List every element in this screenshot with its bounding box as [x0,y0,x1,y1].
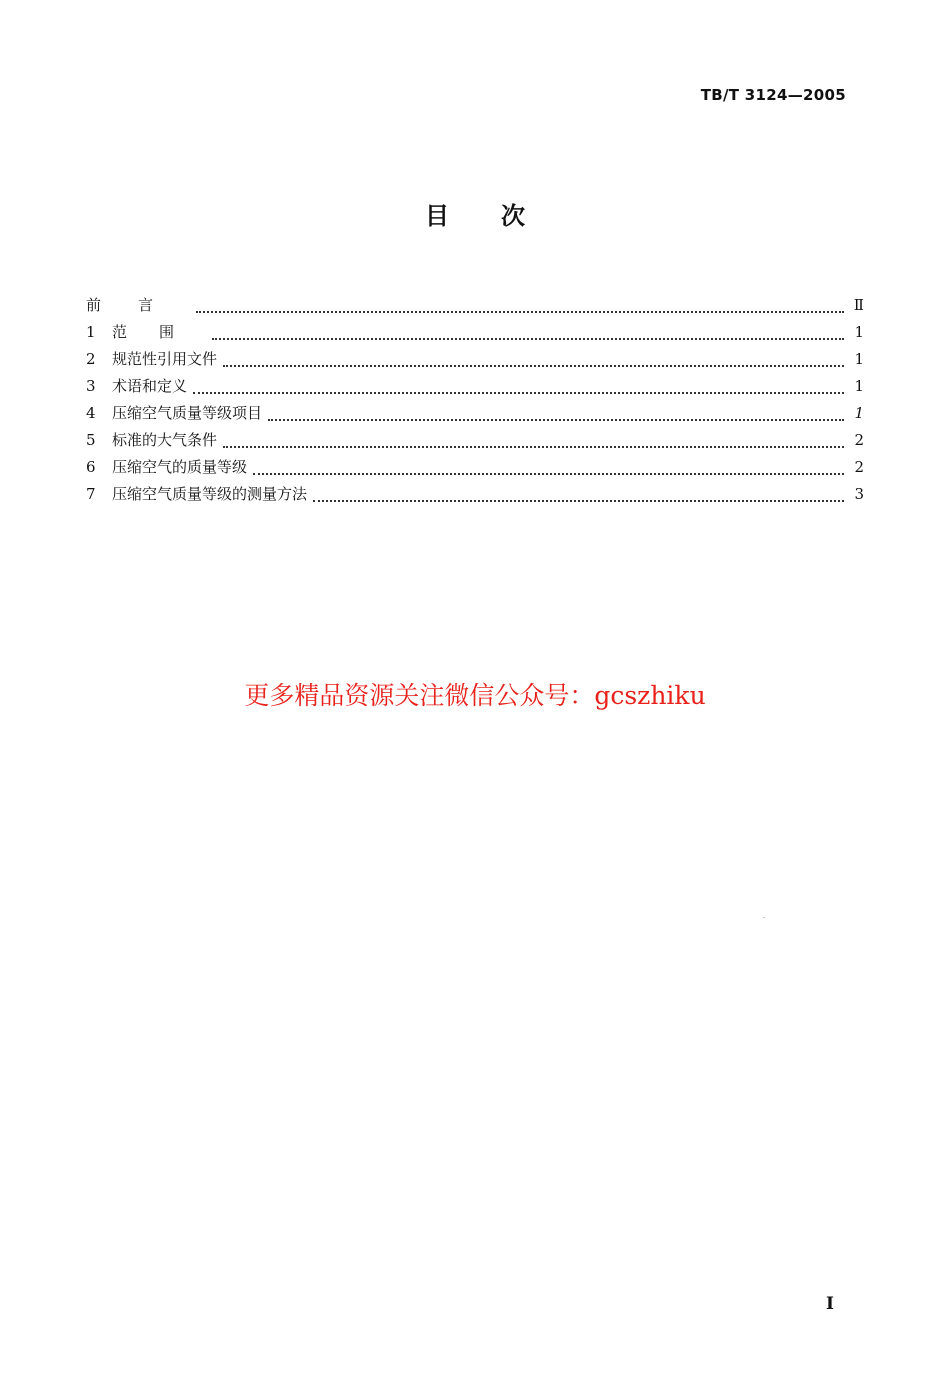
toc-entry-page: 2 [854,431,864,449]
toc-leader-dots [223,365,844,367]
toc-title: 目次 [425,202,577,230]
toc-leader-dots [212,338,844,340]
toc-entry-page: Ⅱ [853,296,864,314]
toc-entry-number: 1 [86,323,96,341]
toc-entry-page: 1 [854,350,864,368]
toc-entry-number: 6 [86,458,96,476]
toc-entry-label: 压缩空气质量等级项目 [112,404,263,422]
table-of-contents [86,292,864,508]
scan-speck [763,917,765,918]
toc-leader-dots [196,311,844,313]
toc-entry-label: 规范性引用文件 [112,350,218,368]
toc-entry-number: 5 [86,431,96,449]
toc-entry-terms-definitions[interactable] [86,373,864,400]
document-code: TB/T 3124—2005 [700,86,846,104]
toc-entry-scope[interactable] [86,319,864,346]
toc-leader-dots [253,473,844,475]
toc-leader-dots [313,500,844,502]
toc-entry-number: 7 [86,485,96,503]
toc-entry-label: 前言 [86,296,191,314]
toc-leader-dots [193,392,844,394]
toc-entry-label: 标准的大气条件 [112,431,218,449]
toc-entry-number: 2 [86,350,96,368]
toc-entry-page: 1 [854,404,864,422]
page-number: I [826,1294,834,1314]
toc-entry-number: 4 [86,404,96,422]
toc-entry-quality-classes[interactable] [86,454,864,481]
toc-entry-label: 压缩空气质量等级的测量方法 [112,485,308,503]
toc-entry-label: 压缩空气的质量等级 [112,458,248,476]
toc-entry-page: 2 [854,458,864,476]
toc-entry-measurement-methods[interactable] [86,481,864,508]
toc-entry-foreword[interactable] [86,292,864,319]
toc-entry-label: 术语和定义 [112,377,188,395]
toc-entry-page: 1 [854,377,864,395]
toc-entry-number: 3 [86,377,96,395]
toc-leader-dots [268,419,844,421]
toc-entry-standard-atmosphere[interactable] [86,427,864,454]
toc-entry-normative-references[interactable] [86,346,864,373]
toc-entry-quality-class-items[interactable] [86,400,864,427]
promo-watermark-text: 更多精品资源关注微信公众号：gcszhiku [244,681,706,710]
toc-leader-dots [223,446,844,448]
toc-entry-page: 3 [854,485,864,503]
toc-entry-label: 范围 [112,323,207,341]
toc-entry-page: 1 [854,323,864,341]
